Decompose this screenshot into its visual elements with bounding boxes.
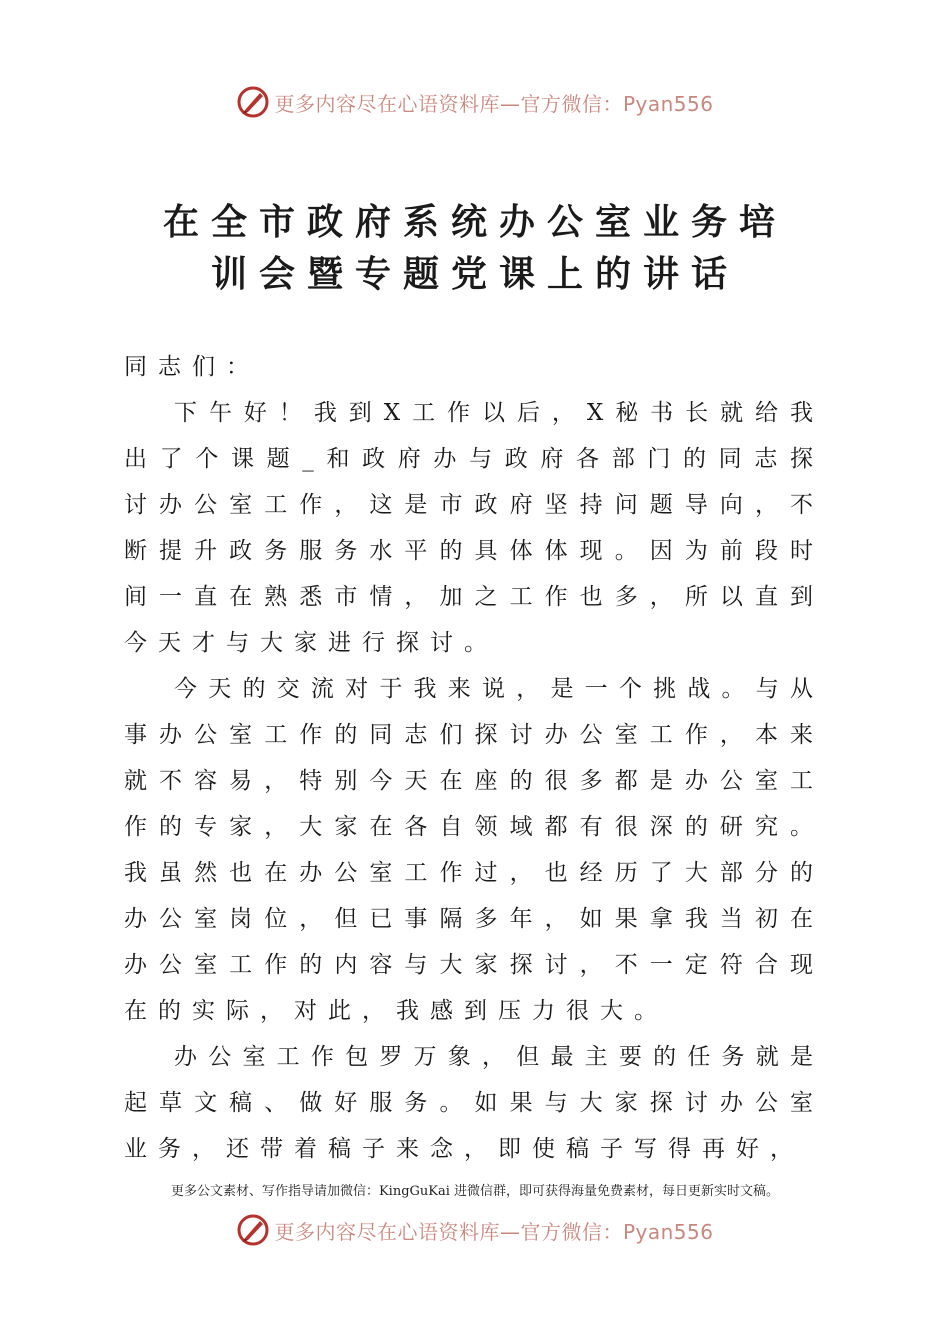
pen-circle-logo-icon (236, 85, 270, 119)
title-line-1: 在全市政府系统办公室业务培 (162, 201, 787, 243)
bottom-banner (0, 1208, 950, 1252)
banner-text-bottom: 更多内容尽在心语资料库—官方微信：Pyan556 (274, 1219, 714, 1244)
document-body (124, 344, 824, 1172)
footer-note: 更多公文素材、写作指导请加微信：KingGuKai 进微信群，即可获得海量免费素材，每日更新实时文稿。 (170, 1184, 780, 1199)
paragraph-2: 今天的交流对于我来说，是一个挑战。与从事办公室工作的同志们探讨办公室工作，本来就不容易，特别今天在座的很多都是办公室工作的专家，大家在各自领域都有很深的研究。我虽然也在办公室工作过，也经历了大部分的办公室岗位，但已事隔多年，如果拿我当初在办公室工作的内容与大家探讨，不一定符合现在的实际，对此，我感到压力很大。 (124, 676, 824, 1024)
top-banner (0, 80, 950, 124)
greeting: 同志们： (124, 354, 260, 380)
paragraph-1: 下午好！我到X工作以后，X秘书长就给我出了个课题_和政府办与政府各部门的同志探讨办公室工作，这是市政府坚持问题导向，不断提升政务服务水平的具体体现。因为前段时间一直在熟悉市情，加之工作也多，所以直到今天才与大家进行探讨。 (124, 400, 824, 656)
pen-circle-logo-icon (236, 1213, 270, 1247)
title-line-2: 训会暨专题党课上的讲话 (210, 253, 739, 295)
paragraph-3: 办公室工作包罗万象，但最主要的任务就是起草文稿、做好服务。如果与大家探讨办公室业务，还带着稿子来念，即使稿子写得再好， (124, 1044, 824, 1162)
banner-text: 更多内容尽在心语资料库—官方微信：Pyan556 (274, 91, 714, 116)
document-title (110, 196, 840, 300)
